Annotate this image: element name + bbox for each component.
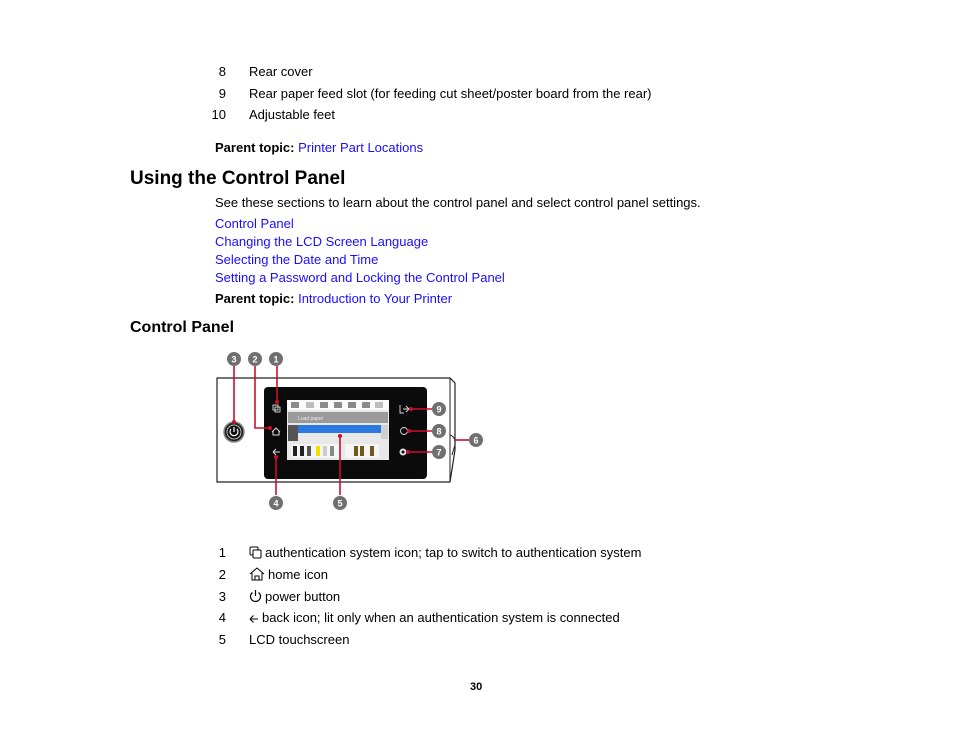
parent-topic-label: Parent topic: <box>215 291 295 306</box>
link-password-lock[interactable]: Setting a Password and Locking the Control Panel <box>215 270 505 285</box>
link-lcd-language[interactable]: Changing the LCD Screen Language <box>215 234 429 249</box>
section-intro: See these sections to learn about the control panel and select control panel settings. <box>215 195 701 210</box>
list-item-text: Rear cover <box>249 64 313 79</box>
list-item <box>249 545 641 561</box>
svg-text:1: 1 <box>273 354 279 365</box>
section-title: Using the Control Panel <box>130 168 346 189</box>
list-number: 5 <box>218 632 226 647</box>
list-item-text: authentication system icon; tap to switch to authentication system <box>265 545 642 560</box>
list-item-text: back icon; lit only when an authentication system is connected <box>262 610 620 625</box>
home-icon <box>249 567 265 581</box>
svg-text:2: 2 <box>252 354 258 365</box>
list-number: 1 <box>218 545 226 560</box>
back-arrow-icon <box>249 614 259 624</box>
svg-text:9: 9 <box>436 404 442 415</box>
authentication-icon <box>249 546 262 559</box>
list-number: 3 <box>218 589 226 604</box>
lcd-banner-text: Load paper <box>298 416 324 422</box>
parent-topic <box>215 291 452 307</box>
list-number: 8 <box>218 64 226 79</box>
power-icon <box>249 589 262 603</box>
list-item <box>249 610 620 626</box>
page-number: 30 <box>470 681 483 693</box>
parent-topic-label: Parent topic: <box>215 140 295 155</box>
list-number: 10 <box>211 107 226 122</box>
list-item-text: power button <box>265 589 341 604</box>
link-date-time[interactable]: Selecting the Date and Time <box>215 252 379 267</box>
list-number: 4 <box>218 610 226 625</box>
parent-topic-link[interactable]: Introduction to Your Printer <box>298 291 453 306</box>
parent-topic-link[interactable]: Printer Part Locations <box>298 140 424 155</box>
svg-text:4: 4 <box>273 498 279 509</box>
link-control-panel[interactable]: Control Panel <box>215 216 294 231</box>
svg-text:3: 3 <box>231 354 237 365</box>
list-item <box>249 589 340 605</box>
svg-text:6: 6 <box>473 435 479 446</box>
svg-text:5: 5 <box>337 498 343 509</box>
list-item-text: Rear paper feed slot (for feeding cut sheet/poster board from the rear) <box>249 86 652 101</box>
svg-text:7: 7 <box>436 447 442 458</box>
list-item <box>249 567 328 583</box>
list-number: 9 <box>218 86 226 101</box>
svg-text:8: 8 <box>436 426 442 437</box>
list-item-text: home icon <box>268 567 328 582</box>
subsection-title: Control Panel <box>130 319 235 336</box>
list-number: 2 <box>218 567 226 582</box>
list-item-text: Adjustable feet <box>249 107 336 122</box>
lcd-progress <box>288 425 381 433</box>
list-item-text: LCD touchscreen <box>249 632 350 647</box>
control-panel-figure <box>200 345 500 515</box>
parent-topic <box>215 140 423 156</box>
